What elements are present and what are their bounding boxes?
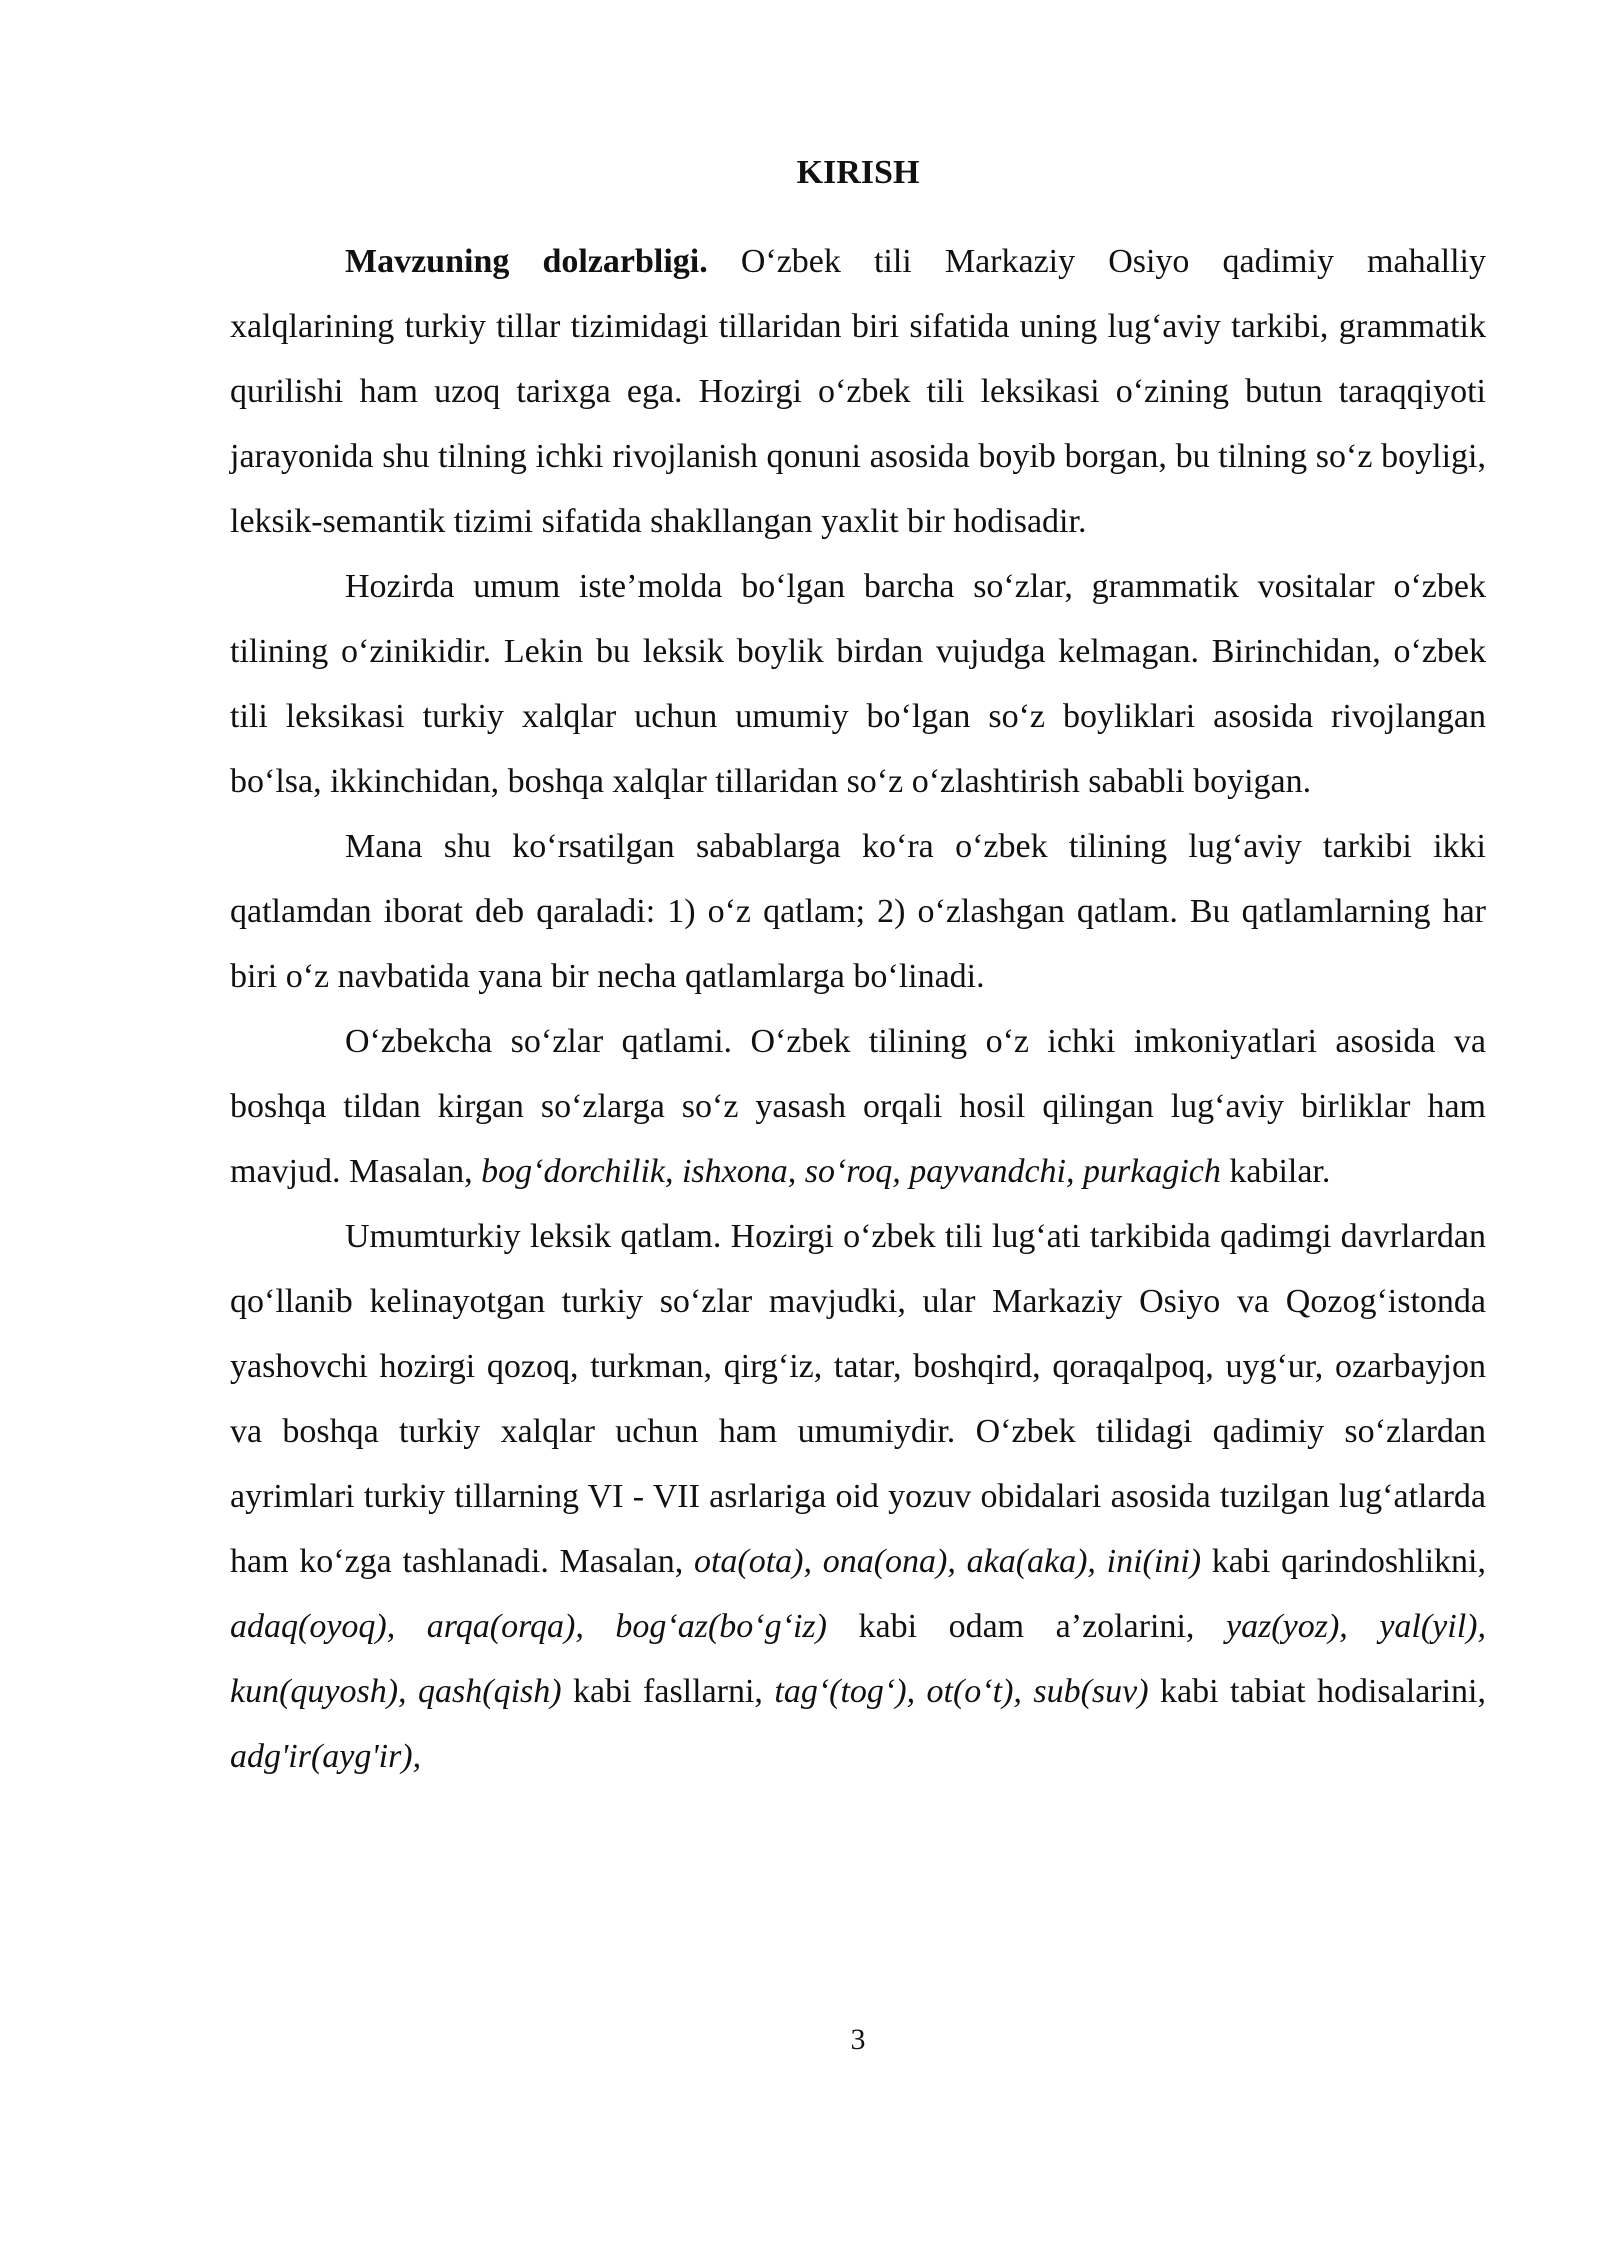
italic-examples: adaq(oyoq), arqa(orqa), bog‘az(bo‘g‘iz): [230, 1608, 827, 1645]
paragraph-uzbek-layer: [230, 1009, 1486, 1204]
paragraph-text: O‘zbek tili Markaziy Osiyo qadimiy mahalliy xalqlarining turkiy tillar tizimidagi tillaridan biri sifatida uning lug‘aviy tarkibi, grammatik qurilishi ham uzoq tarixga ega. Hozirgi o‘zbek tili leksikasi o‘zining butun taraqqiyoti jarayonida shu tilning ichki rivojlanish qonuni asosida boyib borgan, bu tilning so‘z boyligi, leksik-semantik tizimi sifatida shakllangan yaxlit bir hodisadir.: [230, 243, 1486, 540]
italic-examples: tag‘(tog‘), ot(o‘t), sub(suv): [774, 1673, 1149, 1710]
paragraph-text: kabi fasllarni,: [561, 1673, 775, 1710]
paragraph-text: kabi tabiat hodisalarini,: [1148, 1673, 1486, 1710]
italic-examples: bog‘dorchilik, ishxona, so‘roq, payvandchi, purkagich: [481, 1153, 1221, 1190]
paragraph-text: Hozirda umum iste’molda bo‘lgan barcha so‘zlar, grammatik vositalar o‘zbek tilining o‘zinikidir. Lekin bu leksik boylik birdan vujudga kelmagan. Birinchidan, o‘zbek tili leksikasi turkiy xalqlar uchun umumiy bo‘lgan so‘z boyliklari asosida rivojlangan bo‘lsa, ikkinchidan, boshqa xalqlar tillaridan so‘z o‘zlashtirish sababli boyigan.: [230, 568, 1486, 800]
italic-examples: ota(ota), ona(ona), aka(aka), ini(ini): [693, 1543, 1202, 1580]
paragraph-text: kabi odam a’zolarini,: [826, 1608, 1226, 1645]
paragraph-common-turkic-layer: [230, 1204, 1486, 1789]
section-heading: KIRISH: [796, 154, 920, 191]
paragraph-text: Umumturkiy leksik qatlam. Hozirgi o‘zbek tili lug‘ati tarkibida qadimgi davrlardan qo‘llanib kelinayotgan turkiy so‘zlar mavjudki, ular Markaziy Osiyo va Qozog‘istonda yashovchi hozirgi qozoq, turkman, qirg‘iz, tatar, boshqird, qoraqalpoq, uyg‘ur, ozarbayjon va boshqa turkiy xalqlar uchun ham umumiydir. O‘zbek tilidagi qadimiy so‘zlardan ayrimlari turkiy tillarning VI - VII asrlariga oid yozuv obidalari asosida tuzilgan lug‘atlarda ham ko‘zga tashlanadi. Masalan,: [230, 1218, 1486, 1580]
paragraph-text: kabilar.: [1220, 1153, 1331, 1190]
paragraph-current-usage: [230, 554, 1486, 814]
italic-examples: adg'ir(ayg'ir),: [230, 1738, 422, 1775]
document-body: [230, 229, 1486, 1789]
paragraph-lead-bold: Mavzuning dolzarbligi.: [345, 243, 708, 280]
paragraph-two-layers: [230, 814, 1486, 1009]
page-number: 3: [850, 2023, 866, 2056]
italic-examples: yaz(yoz), yal(yil), kun(quyosh), qash(qish): [230, 1608, 1486, 1710]
paragraph-text: O‘zbekcha so‘zlar qatlami. O‘zbek tilining o‘z ichki imkoniyatlari asosida va boshqa tildan kirgan so‘zlarga so‘z yasash orqali hosil qilingan lug‘aviy birliklar ham mavjud. Masalan,: [230, 1023, 1486, 1190]
paragraph-relevance: [230, 229, 1486, 554]
paragraph-text: Mana shu ko‘rsatilgan sabablarga ko‘ra o‘zbek tilining lug‘aviy tarkibi ikki qatlamdan iborat deb qaraladi: 1) o‘z qatlam; 2) o‘zlashgan qatlam. Bu qatlamlarning har biri o‘z navbatida yana bir necha qatlamlarga bo‘linadi.: [230, 828, 1486, 995]
paragraph-text: kabi qarindoshlikni,: [1201, 1543, 1486, 1580]
